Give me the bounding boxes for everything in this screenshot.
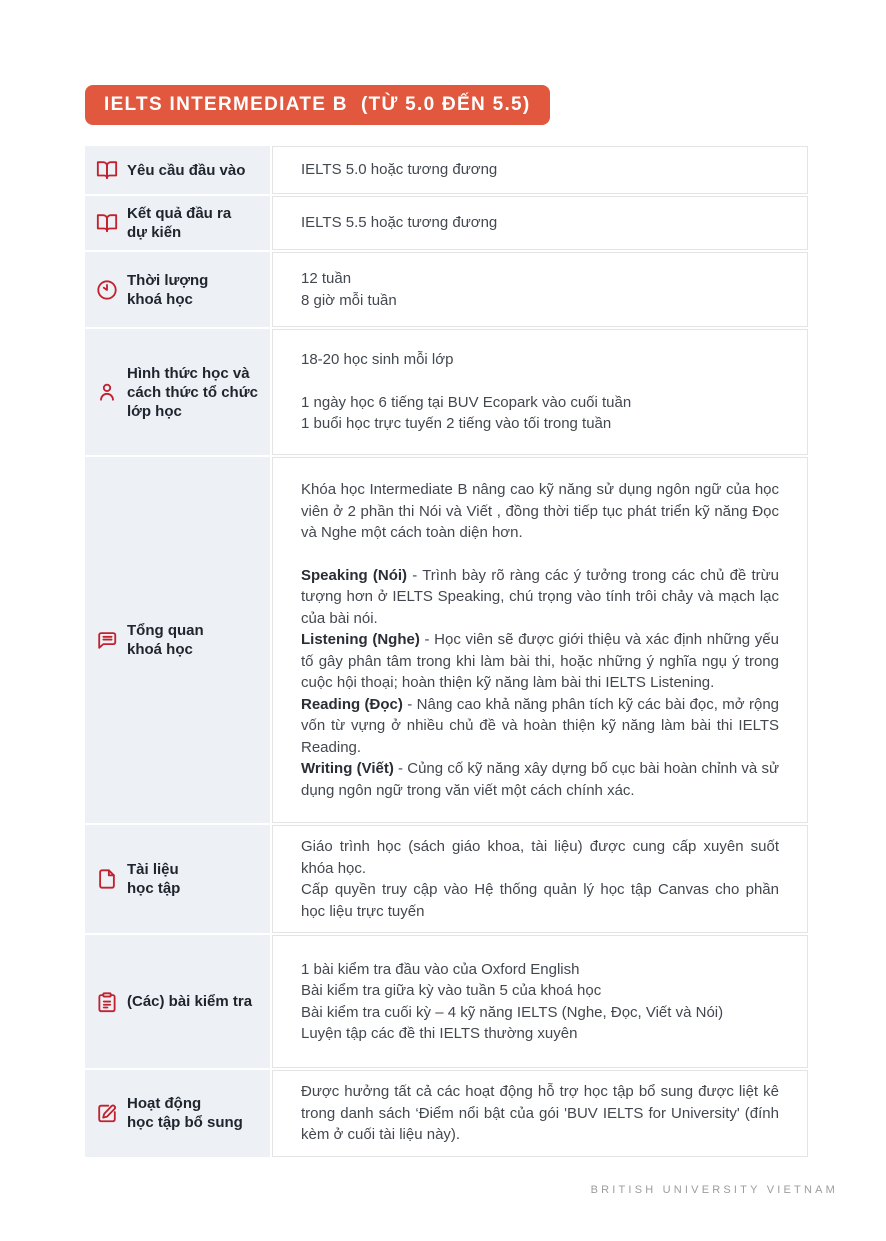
- label-line: Thời lượng: [127, 271, 209, 289]
- overview-reading: Reading (Đọc) - Nâng cao khả năng phân tích kỹ các bài đọc, mở rộng vốn từ vựng ở nhiều chủ đề và hoàn thiện kỹ năng làm bài thi IELTS Reading.: [301, 695, 779, 756]
- label-expected-outcome: [85, 196, 270, 250]
- label-line: Tổng quan: [127, 622, 204, 639]
- user-icon: [96, 381, 118, 403]
- value-assessments: [272, 935, 808, 1068]
- label-line: học tập: [127, 880, 181, 897]
- row-assessments: [85, 935, 808, 1068]
- value-duration: [272, 252, 808, 327]
- label-line: Yêu cầu đầu vào: [127, 161, 246, 179]
- clipboard-icon: [96, 991, 118, 1013]
- value-line: 12 tuần: [301, 270, 352, 287]
- overview-intro: Khóa học Intermediate B nâng cao kỹ năng sử dụng ngôn ngữ của học viên ở 2 phần thi Nói và Viết , đồng thời tiếp tục phát triển kỹ năng Đọc và Nghe một cách toàn diện hơn.: [301, 481, 779, 541]
- value-class-format: [272, 329, 808, 455]
- value-line: 1 buổi học trực tuyến 2 tiếng vào tối trong tuần: [301, 415, 612, 433]
- book-open-icon: [96, 212, 118, 234]
- label-line: Hoạt động: [127, 1095, 202, 1113]
- row-class-format: [85, 329, 808, 455]
- label-line: khoá học: [127, 290, 193, 308]
- label-line: Hình thức học và: [127, 364, 250, 382]
- value-line: 8 giờ mỗi tuần: [301, 291, 397, 309]
- file-icon: [96, 868, 118, 890]
- value-supplementary-activities: [272, 1070, 808, 1157]
- value-expected-outcome: [272, 196, 808, 250]
- label-line: học tập bổ sung: [127, 1114, 243, 1132]
- label-line: Kết quả đầu ra: [127, 205, 232, 222]
- value-line-spacer: [301, 371, 779, 392]
- row-expected-outcome: [85, 196, 808, 250]
- label-class-format: [85, 329, 270, 455]
- value-entry-requirement: [272, 146, 808, 194]
- value-line: 1 ngày học 6 tiếng tại BUV Ecopark vào cuối tuần: [301, 393, 632, 411]
- value-study-materials: [272, 825, 808, 933]
- value-line: 1 bài kiểm tra đầu vào của Oxford English: [301, 960, 580, 978]
- value-line: Được hưởng tất cả các hoạt động hỗ trợ học tập bổ sung được liệt kê trong danh sách ‘Điểm nổi bật của gói 'BUV IELTS for University' (đính kèm ở cuối tài liệu này).: [301, 1083, 779, 1143]
- label-line: cách thức tổ chức: [127, 383, 258, 401]
- overview-speaking: Speaking (Nói) - Trình bày rõ ràng các ý tưởng trong các chủ đề trừu tượng hơn ở IELTS Speaking, chú trọng vào tính trôi chảy và mạch lạc của bài nói.: [301, 566, 780, 627]
- value-line: Luyện tập các đề thi IELTS thường xuyên: [301, 1025, 578, 1042]
- label-duration: [85, 252, 270, 327]
- label-line: lớp học: [127, 402, 182, 420]
- edit-icon: [96, 1102, 118, 1124]
- label-entry-requirement: [85, 146, 270, 194]
- row-course-overview: [85, 457, 808, 823]
- label-supplementary-activities: [85, 1070, 270, 1157]
- page-title: IELTS INTERMEDIATE B (TỪ 5.0 ĐẾN 5.5): [85, 85, 550, 125]
- label-study-materials: [85, 825, 270, 933]
- book-open-icon: [96, 159, 118, 181]
- row-supplementary-activities: [85, 1070, 808, 1157]
- overview-writing: Writing (Viết) - Củng cố kỹ năng xây dựng bố cục bài hoàn chỉnh và sử dụng ngôn ngữ trong văn viết một cách chính xác.: [301, 760, 779, 799]
- chat-icon: [96, 629, 118, 651]
- value-line: Bài kiểm tra cuối kỳ – 4 kỹ năng IELTS (Nghe, Đọc, Viết và Nói): [301, 1003, 724, 1021]
- label-course-overview: [85, 457, 270, 823]
- clock-icon: [96, 279, 118, 301]
- overview-listening: Listening (Nghe) - Học viên sẽ được giới thiệu và xác định những yếu tố gây phân tâm trong khi làm bài thi, hoặc những ý nghĩa ngụ ý trong cuộc hội thoại; hoàn thiện kỹ năng làm bài thi IELTS Listening.: [301, 631, 779, 691]
- row-study-materials: [85, 825, 808, 933]
- label-line: dự kiến: [127, 224, 182, 241]
- row-entry-requirement: [85, 146, 808, 194]
- label-line: Tài liệu: [127, 861, 179, 878]
- value-line: IELTS 5.5 hoặc tương đương: [301, 214, 498, 232]
- value-course-overview: [272, 457, 808, 823]
- value-line: Cấp quyền truy cập vào Hệ thống quản lý học tập Canvas cho phần học liệu trực tuyến: [301, 881, 779, 920]
- course-info-table: [85, 146, 808, 1157]
- value-line: 18-20 học sinh mỗi lớp: [301, 351, 454, 369]
- value-line: Giáo trình học (sách giáo khoa, tài liệu) được cung cấp xuyên suốt khóa học.: [301, 838, 779, 877]
- row-duration: [85, 252, 808, 327]
- label-assessments: [85, 935, 270, 1068]
- value-line: IELTS 5.0 hoặc tương đương: [301, 161, 498, 179]
- footer-brand: BRITISH UNIVERSITY VIETNAM: [590, 1184, 838, 1196]
- label-line: (Các) bài kiểm tra: [127, 993, 253, 1010]
- value-line: Bài kiểm tra giữa kỳ vào tuần 5 của khoá học: [301, 982, 602, 999]
- label-line: khoá học: [127, 641, 193, 658]
